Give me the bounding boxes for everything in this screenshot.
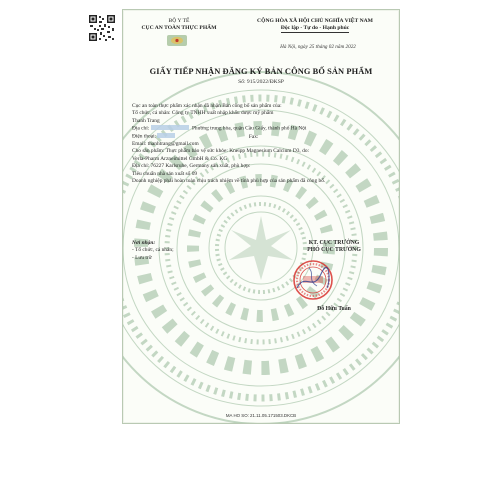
ministry-name: BỘ Y TẾ: [168, 18, 190, 24]
standard-line: Tiêu chuẩn nhà sản xuất số 09: [132, 170, 198, 177]
manufacturer-address-line: Địa chỉ: 76227 Karlsruhe, Germany sản xuất, phù hợp:: [132, 163, 251, 170]
organization-line-cont: Thanh Trang: [132, 117, 160, 124]
address-label: Địa chỉ:: [132, 125, 150, 132]
phone-label: Điện thoại:: [132, 133, 157, 140]
certificate-body: [132, 103, 394, 185]
issuing-agency: [129, 18, 229, 32]
recipients-label: Nơi nhận:: [132, 240, 156, 246]
signatory-title: [279, 240, 389, 255]
qr-code: [88, 14, 116, 42]
national-header: [235, 18, 395, 33]
national-motto: Độc lập - Tự do - Hạnh phúc: [280, 25, 350, 31]
fax-label: Fax:: [248, 133, 259, 140]
agency-name: CỤC AN TOÀN THỰC PHẨM: [141, 25, 217, 31]
recipients-block: [132, 240, 232, 262]
redacted-phone: [157, 133, 175, 138]
document-number: Số: 915/2022/ĐKSP: [238, 79, 284, 85]
dossier-code: MA HO SO: 21.11.05.171503.DKCB: [225, 413, 297, 418]
email-line: Email: thanhtrang@gmail.com: [132, 141, 199, 148]
recipient-item: - Lưu trữ: [132, 254, 152, 261]
organization-line: Tổ chức, cá nhân: Công ty TNHH xuất nhập khẩu dược mỹ phẩm: [132, 110, 274, 117]
official-seal-icon: [291, 258, 335, 302]
country-name: CỘNG HÒA XÃ HỘI CHỦ NGHĨA VIỆT NAM: [257, 18, 373, 24]
registration-certificate: [122, 9, 400, 424]
contact-line: [132, 133, 394, 141]
agency-emblem-icon: [167, 35, 187, 46]
manufacturer-line: Verla-Pharm Arzneimittel GmbH & Co. KG: [132, 155, 228, 162]
address-line: [132, 125, 394, 133]
signatory-title-line1: KT. CỤC TRƯỞNG: [308, 240, 360, 246]
recipient-item: - Tổ chức, cá nhân;: [132, 247, 174, 254]
document-title: GIẤY TIẾP NHẬN ĐĂNG KÝ BẢN CÔNG BỐ SẢN PHẨM: [149, 67, 373, 76]
intro-line: Cục an toàn thực phẩm xác nhận đã nhận Bản công bố sản phẩm của:: [132, 103, 282, 109]
issue-date: Hà Nội, ngày 25 tháng 02 năm 2022: [280, 44, 356, 50]
responsibility-line: Doanh nghiệp phải hoàn toàn chịu trách nhiệm về tính phù hợp của sản phẩm đã công bố.: [132, 178, 326, 185]
redacted-address: [151, 125, 189, 130]
signer-name: Đỗ Hữu Tuấn: [317, 306, 351, 312]
signatory-title-line2: PHÓ CỤC TRƯỞNG: [307, 247, 361, 254]
product-line: Cho sản phẩm: Thực phẩm bảo vệ sức khỏe: Kneipp Magnesium Calcium D3, do:: [132, 148, 310, 155]
address-value: Phường trung hòa, quận Cầu Giấy, thành phố Hà Nội: [191, 125, 307, 132]
